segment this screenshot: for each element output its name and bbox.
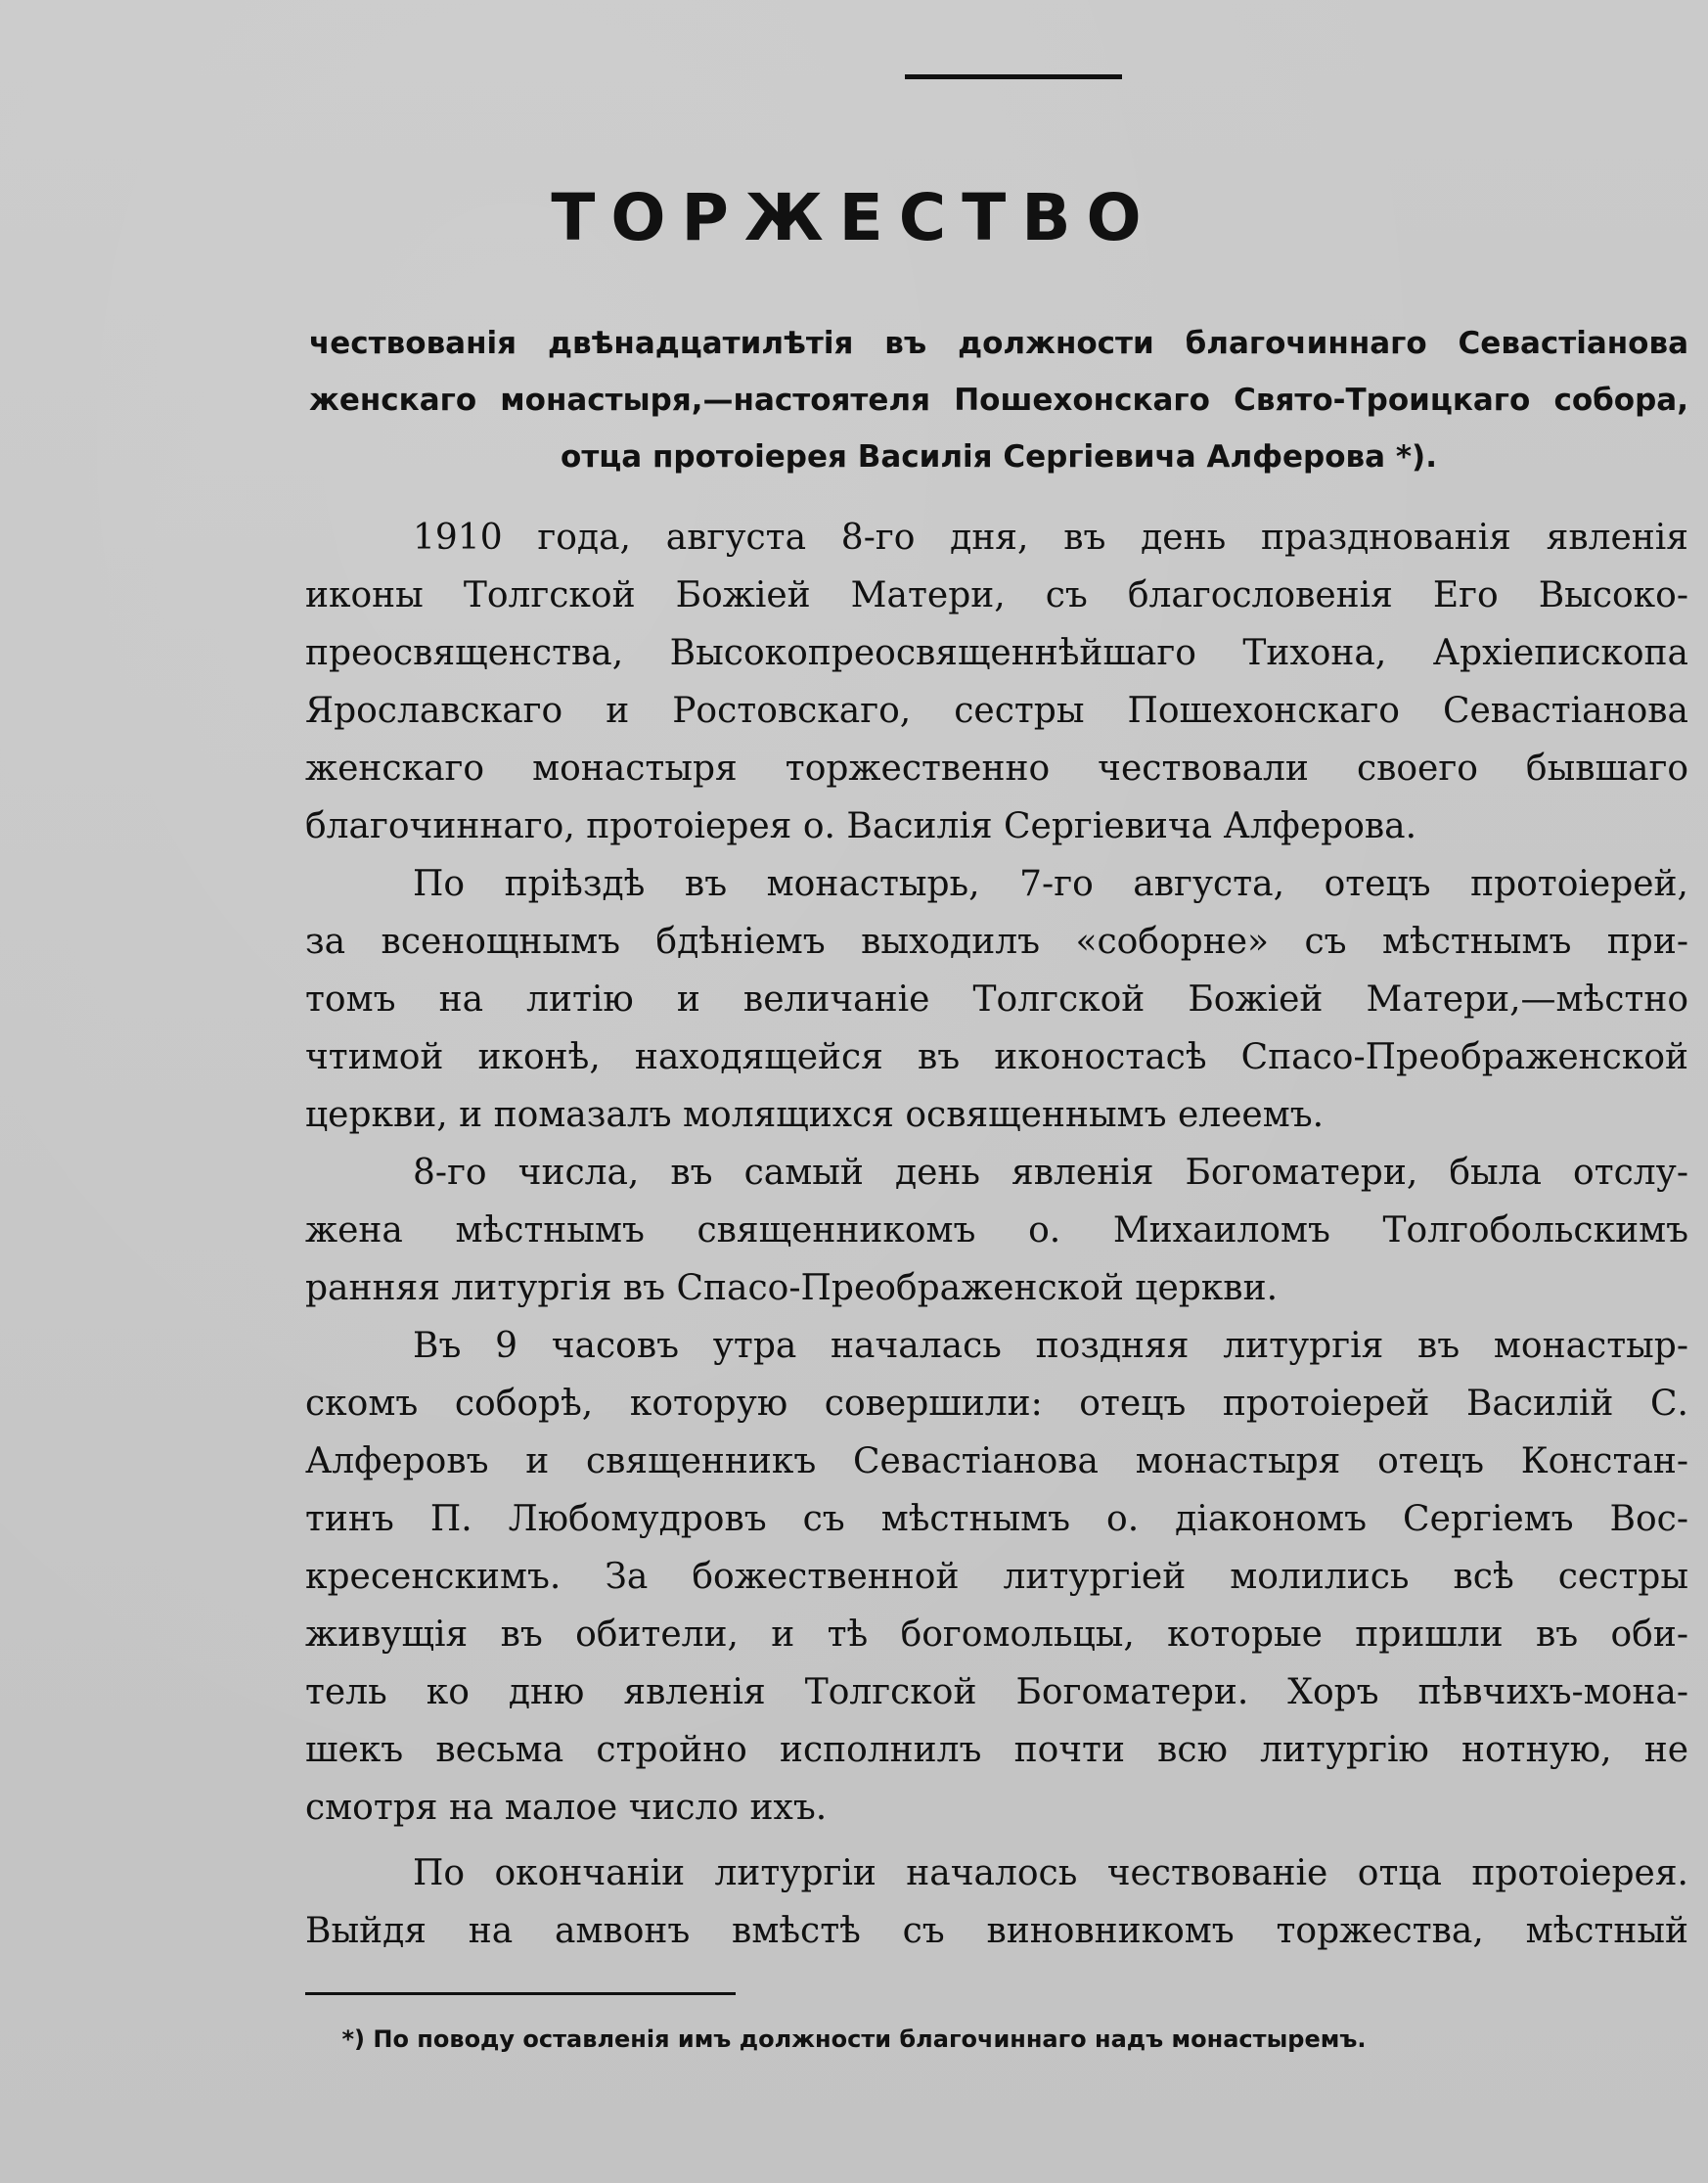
text-line: преосвященства, Высокопреосвященнѣйшаго Тихона, Архіепископа xyxy=(305,633,1688,673)
page-title: ТОРЖЕСТВО xyxy=(551,180,1157,255)
text-line: По пріѣздѣ въ монастырь, 7-го августа, отецъ протоіерей, xyxy=(413,864,1688,904)
text-line: Алферовъ и священникъ Севастіанова монастыря отецъ Констан- xyxy=(305,1441,1688,1481)
text-line: женскаго монастыря торжественно чествовали своего бывшаго xyxy=(305,749,1688,789)
text-line: 8-го числа, въ самый день явленія Богоматери, была отслу- xyxy=(413,1153,1688,1193)
text-line: тинъ П. Любомудровъ съ мѣстнымъ о. діакономъ Сергіемъ Вос- xyxy=(305,1499,1688,1539)
text-line: живущія въ обители, и тѣ богомольцы, которые пришли въ оби- xyxy=(305,1615,1688,1655)
text-line: иконы Толгской Божіей Матери, съ благословенія Его Высоко- xyxy=(305,575,1688,615)
text-line: По окончаніи литургіи началось чествованіе отца протоіерея. xyxy=(413,1853,1688,1893)
text-line: Въ 9 часовъ утра началась поздняя литургія въ монастыр- xyxy=(413,1326,1688,1366)
footnote: *) По поводу оставленія имъ должности благочиннаго надъ монастыремъ. xyxy=(341,2025,1367,2053)
text-line: 1910 года, августа 8-го дня, въ день празднованія явленія xyxy=(413,518,1688,558)
subtitle-line: отца протоіерея Василія Сергіевича Алферова *). xyxy=(561,439,1437,475)
subtitle-line: чествованія двѣнадцатилѣтія въ должности благочиннаго Севастіанова xyxy=(309,326,1688,361)
text-line: скомъ соборѣ, которую совершили: отецъ протоіерей Василій С. xyxy=(305,1384,1688,1424)
footnote-divider xyxy=(305,1992,736,1995)
text-line: тель ко дню явленія Толгской Богоматери. Хоръ пѣвчихъ-мона- xyxy=(305,1672,1688,1712)
text-line: кресенскимъ. За божественной литургіей молились всѣ сестры xyxy=(305,1557,1688,1597)
text-line: церкви, и помазалъ молящихся освященнымъ елеемъ. xyxy=(305,1095,1325,1135)
text-line: за всенощнымъ бдѣніемъ выходилъ «соборне» съ мѣстнымъ при- xyxy=(305,922,1688,962)
text-line: ранняя литургія въ Спасо-Преображенской церкви. xyxy=(305,1268,1279,1308)
top-divider xyxy=(905,74,1122,79)
text-line: благочиннаго, протоіерея о. Василія Сергіевича Алферова. xyxy=(305,806,1417,846)
text-line: смотря на малое число ихъ. xyxy=(305,1788,828,1828)
text-line: томъ на литію и величаніе Толгской Божіей Матери,—мѣстно xyxy=(305,979,1688,1020)
text-line: чтимой иконѣ, находящейся въ иконостасѣ Спасо-Преображенской xyxy=(305,1037,1688,1077)
body-text xyxy=(305,509,1688,1960)
text-line: Ярославскаго и Ростовскаго, сестры Пошехонскаго Севастіанова xyxy=(305,691,1688,731)
text-line: шекъ весьма стройно исполнилъ почти всю литургію нотную, не xyxy=(305,1730,1688,1770)
text-line: Выйдя на амвонъ вмѣстѣ съ виновникомъ торжества, мѣстный xyxy=(305,1911,1688,1951)
subtitle xyxy=(309,315,1688,485)
subtitle-line: женскаго монастыря,—настоятеля Пошехонскаго Свято-Троицкаго собора, xyxy=(309,383,1688,418)
text-line: жена мѣстнымъ священникомъ о. Михаиломъ Толгобольскимъ xyxy=(305,1210,1688,1251)
